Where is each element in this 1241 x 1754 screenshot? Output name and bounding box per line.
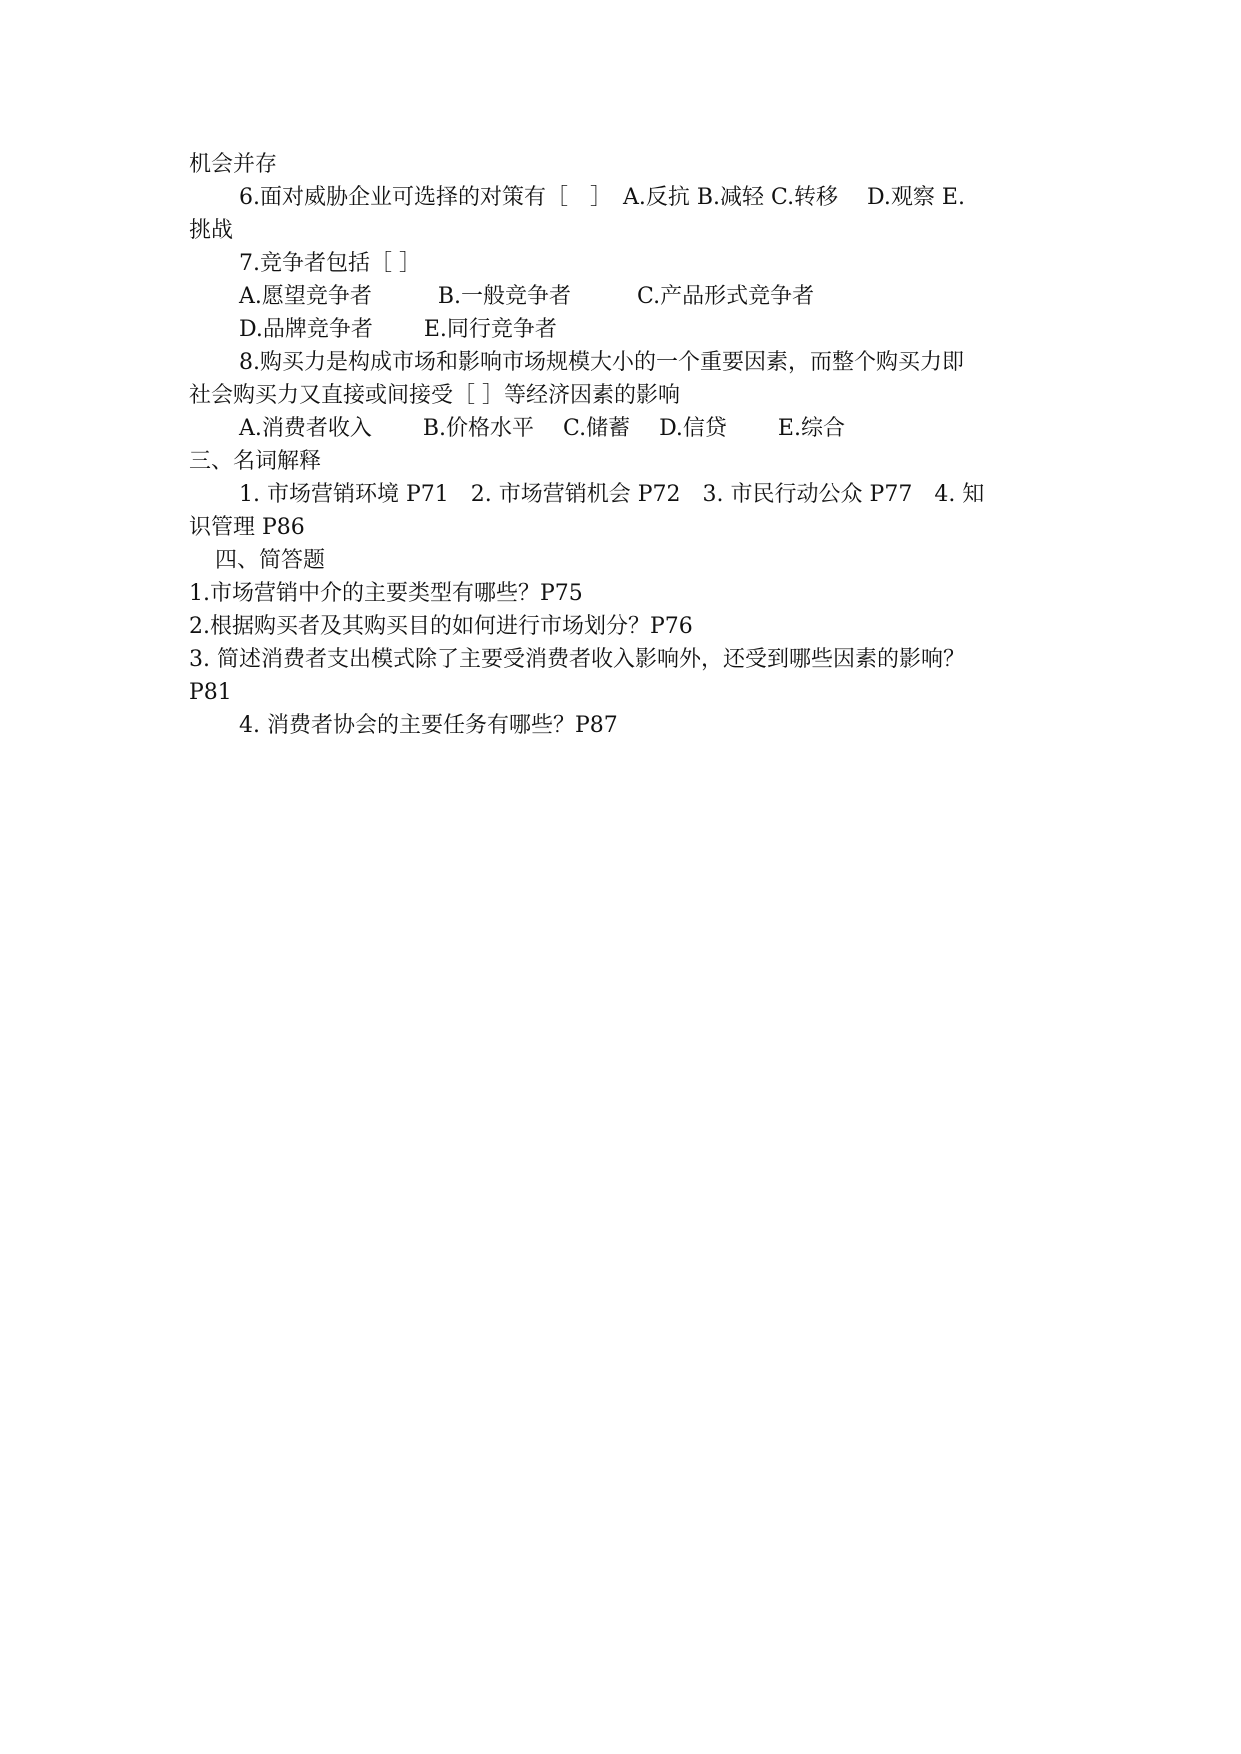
question-6: 6.面对威胁企业可选择的对策有［ ］ A.反抗 B.减轻 C.转移 D.观察 E. xyxy=(239,185,965,210)
text-line: 社会购买力又直接或间接受［ ］等经济因素的影响 xyxy=(189,383,680,408)
short-answer-2: 2.根据购买者及其购买目的如何进行市场划分？P76 xyxy=(189,614,693,639)
short-answer-4: 4. 消费者协会的主要任务有哪些？P87 xyxy=(239,713,618,738)
section-heading: 四、简答题 xyxy=(215,548,326,573)
section-heading: 三、名词解释 xyxy=(189,449,322,474)
short-answer-1: 1.市场营销中介的主要类型有哪些？P75 xyxy=(189,581,583,606)
text-line: 挑战 xyxy=(189,218,234,243)
text-line: 机会并存 xyxy=(189,152,278,177)
question-7-options: A.愿望竞争者 B.一般竞争者 C.产品形式竞争者 xyxy=(239,284,815,309)
question-8-options: A.消费者收入 B.价格水平 C.储蓄 D.信贷 E.综合 xyxy=(239,416,845,441)
question-7: 7.竞争者包括［ ］ xyxy=(239,251,421,276)
document-body xyxy=(189,148,1059,742)
text-line: 识管理 P86 xyxy=(189,515,305,540)
short-answer-3: 3. 简述消费者支出模式除了主要受消费者收入影响外，还受到哪些因素的影响？ xyxy=(189,647,965,672)
term-list: 1. 市场营销环境 P71 2. 市场营销机会 P72 3. 市民行动公众 P77 4. 知 xyxy=(239,482,985,507)
question-8: 8.购买力是构成市场和影响市场规模大小的一个重要因素，而整个购买力即 xyxy=(239,350,964,375)
text-line: P81 xyxy=(189,680,232,705)
question-7-options: D.品牌竞争者 E.同行竞争者 xyxy=(239,317,557,342)
